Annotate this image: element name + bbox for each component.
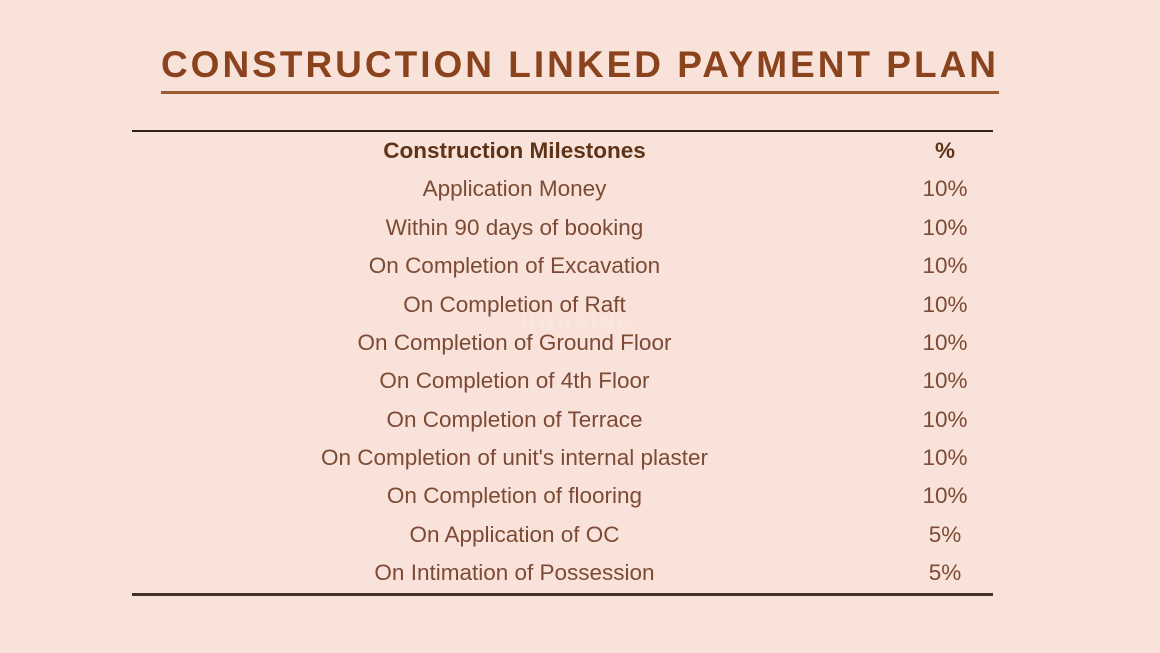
milestone-cell: On Completion of unit's internal plaster <box>321 445 708 471</box>
percent-cell: 10% <box>922 483 968 509</box>
payment-plan-table-container <box>132 130 993 596</box>
table-row <box>132 286 993 324</box>
table-row <box>132 439 993 477</box>
table-row <box>132 401 993 439</box>
percent-cell: 10% <box>922 445 968 471</box>
watermark: HOUSING <box>521 312 636 334</box>
percent-cell: 10% <box>922 329 968 355</box>
milestone-cell: On Completion of Ground Floor <box>357 329 672 355</box>
percent-column-header: % <box>934 137 955 163</box>
milestones-column-header: Construction Milestones <box>383 137 646 163</box>
table-row <box>132 324 993 362</box>
table-row <box>132 170 993 208</box>
milestone-cell: On Completion of flooring <box>386 483 643 509</box>
milestone-cell: On Application of OC <box>409 521 620 547</box>
percent-cell: 10% <box>922 291 968 317</box>
page-title: CONSTRUCTION LINKED PAYMENT PLAN <box>161 44 999 94</box>
table-row <box>132 478 993 516</box>
percent-cell: 10% <box>922 176 968 202</box>
percent-cell: 5% <box>928 560 962 586</box>
milestone-cell: On Completion of Raft <box>403 291 626 317</box>
table-row <box>132 247 993 285</box>
table-row <box>132 554 993 594</box>
table-row <box>132 516 993 554</box>
milestone-cell: On Completion of Excavation <box>368 253 661 279</box>
header-row <box>132 131 993 170</box>
milestone-cell: Within 90 days of booking <box>385 214 644 240</box>
payment-plan-table <box>132 130 993 596</box>
percent-cell: 5% <box>928 521 962 547</box>
percent-cell: 10% <box>922 214 968 240</box>
percent-cell: 10% <box>922 368 968 394</box>
percent-cell: 10% <box>922 406 968 432</box>
table-row <box>132 362 993 400</box>
milestones-body <box>132 170 993 594</box>
milestone-cell: Application Money <box>422 176 607 202</box>
milestone-cell: On Intimation of Possession <box>374 560 655 586</box>
milestone-cell: On Completion of Terrace <box>386 406 643 432</box>
table-row <box>132 209 993 247</box>
table-header <box>132 131 993 170</box>
title-area <box>0 44 1160 94</box>
percent-cell: 10% <box>922 253 968 279</box>
milestone-cell: On Completion of 4th Floor <box>379 368 650 394</box>
